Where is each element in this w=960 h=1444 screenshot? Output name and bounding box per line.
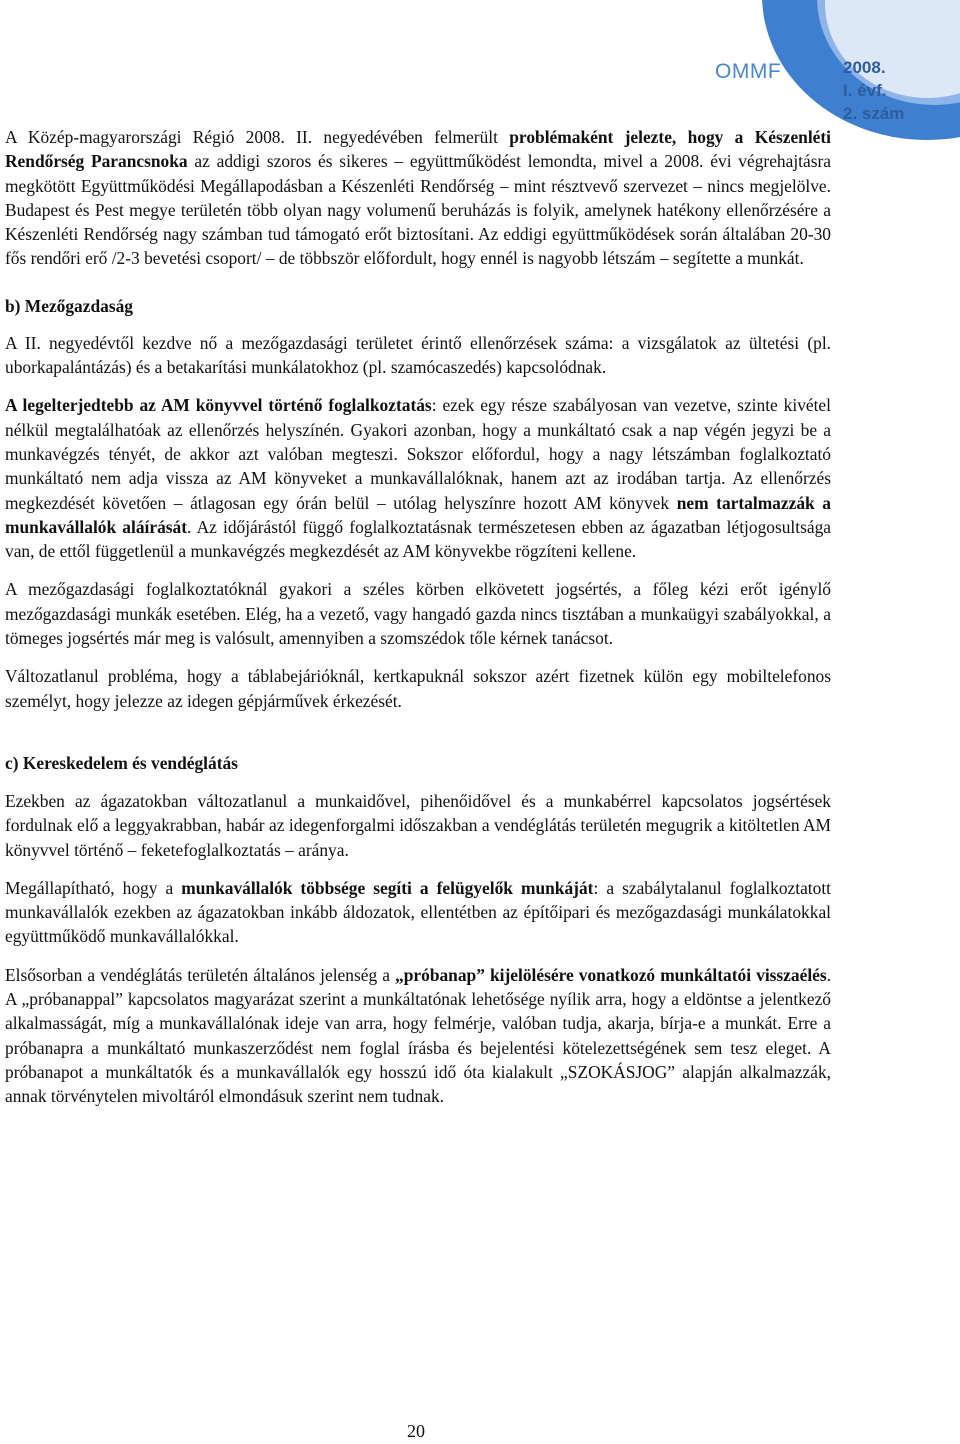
paragraph-am-book: A legelterjedtebb az AM könyvvel történő foglalkoztatás: ezek egy része szabályosan van vezetve, szinte kivétel nélkül megtalálhatóak az ellenőrzés helyszínén. Gyakori azonban, hogy a munkáltató csak a nap végén jegyzi be a munkavégzés tényét, de akkor azt valóban megteszi. Sokszor előfordul, hogy a nagy létszámban foglalkoztató munkáltató nem adja vissza az AM könyveket a munkavállalóknak, hanem azt az irodában tartja. Az ellenőrzés megkezdését követően – átlagosan egy órán belül – utólag helyszínre hozott AM könyvek nem tartalmazzák a munkavállalók aláírását. Az időjárástól függő foglalkoztatásnak természetesen ebben az ágazatban létjogosultsága van, de ettől függetlenül a munkavégzés megkezdését az AM könyvekbe rögzíteni kellene. (5, 395, 831, 562)
paragraph-trial-day: Elsősorban a vendéglátás területén általános jelenség a „próbanap” kijelölésére vonatkozó munkáltatói visszaélés. A „próbanappal” kapcsolatos magyarázat szerint a munkáltatónak lehetősége nyílik arra, hogy a eldöntse a jelentkező alkalmasságát, míg a munkavállalónak ideje van arra, hogy felmérje, valóban tudja, akarja, bírja-e a munkát. Erre a próbanapra a munkáltató munkaszerződést nem foglal írásba és bejelentési kötelezettségének sem tesz eleget. A próbanapot a munkáltatók és a munkavállalók egy hosszú idő óta kialakult „SZOKÁSJOG” alapján alkalmazzák, annak törvénytelen mivoltáról elmondásuk szerint nem tudnak. (5, 964, 831, 1107)
publisher-label: OMMF (715, 60, 782, 83)
emphasis-signature: nem tartalmazzák a munkavállalók aláírását (5, 492, 831, 537)
emphasis-am-book: A legelterjedtebb az AM könyvvel történő foglalkoztatás (5, 395, 432, 416)
document-body (5, 125, 831, 1109)
emphasis-trial-day: „próbanap” kijelölésére vonatkozó munkáltatói visszaélés (395, 964, 827, 985)
paragraph-trade-violations: Ezekben az ágazatokban változatlanul a munkaidővel, pihenőidővel és a munkabérrel kapcsolatos jogsértések fordulnak elő a leggyakrabban, habár az idegenforgalmi időszakban a vendéglátás területén megugrik a kitöltetlen AM könyvvel történő – feketefoglalkoztatás – aránya. (5, 790, 831, 860)
emphasis-problem: problémaként jelezte, hogy a Készenléti Rendőrség Parancsnoka (5, 127, 832, 172)
paragraph-cooperation: Megállapítható, hogy a munkavállalók többsége segíti a felügyelők munkáját: a szabálytalanul foglalkoztatott munkavállalók ezekben az ágazatokban inkább áldozatok, ellentétben az építőipari és mezőgazdasági munkálatokkal együttműködő munkavállalókkal. (5, 877, 832, 947)
page-number: 20 (407, 1421, 425, 1441)
issue-year: 2008. (843, 58, 886, 77)
paragraph-violations: A mezőgazdasági foglalkoztatóknál gyakori a széles körben elkövetett jogsértés, a főleg kézi erőt igénylő mezőgazdasági munkák esetében. Elég, ha a vezető, vagy hangadó gazda nincs tisztában a munkaügyi szabályokkal, a tömeges jogsértés már meg is valósult, amennyiben a szomszédok tőle kérnek tanácsot. (5, 579, 831, 649)
emphasis-cooperation: munkavállalók többsége segíti a felügyelők munkáját (181, 877, 594, 898)
section-heading-agriculture: b) Mezőgazdaság (5, 295, 133, 316)
paragraph-lookout: Változatlanul probléma, hogy a táblabejárióknál, kertkapuknál sokszor azért fizetnek külön egy mobiltelefonos személyt, hogy jelezze az idegen gépjárművek érkezését. (5, 666, 831, 711)
issue-number: 2. szám (843, 104, 905, 123)
paragraph-agriculture-inspections: A II. negyedévtől kezdve nő a mezőgazdasági területet érintő ellenőrzések száma: a vizsgálatok az ültetési (pl. uborkapalántázás) és a betakarítási munkálatokhoz (pl. szamócaszedés) kapcsolódnak. (5, 332, 831, 378)
section-heading-trade-hospitality: c) Kereskedelem és vendéglátás (5, 752, 238, 773)
paragraph-police-cooperation: A Közép-magyarországi Régió 2008. II. negyedévében felmerült problémaként jelezte, hogy a Készenléti Rendőrség Parancsnoka az addigi szoros és sikeres – együttműködést lemondta, mivel a 2008. évi végrehajtásra megkötött Együttműködési Megállapodásban a Készenléti Rendőrség – mint résztvevő szervezet – nincs megjelölve. Budapest és Pest megye területén több olyan nagy volumenű beruházás is folyik, amelynek hatékony ellenőrzésére a Készenléti Rendőrség nagy számban tud támogató erőt biztosítani. Az eddigi együttműködések során általában 20-30 fős rendőri erő /2-3 bevetési csoport/ – de többször előfordult, hogy ennél is nagyobb létszám – segítette a munkát. (5, 127, 832, 269)
issue-volume: I. évf. (843, 81, 887, 100)
issue-badge (843, 56, 933, 125)
